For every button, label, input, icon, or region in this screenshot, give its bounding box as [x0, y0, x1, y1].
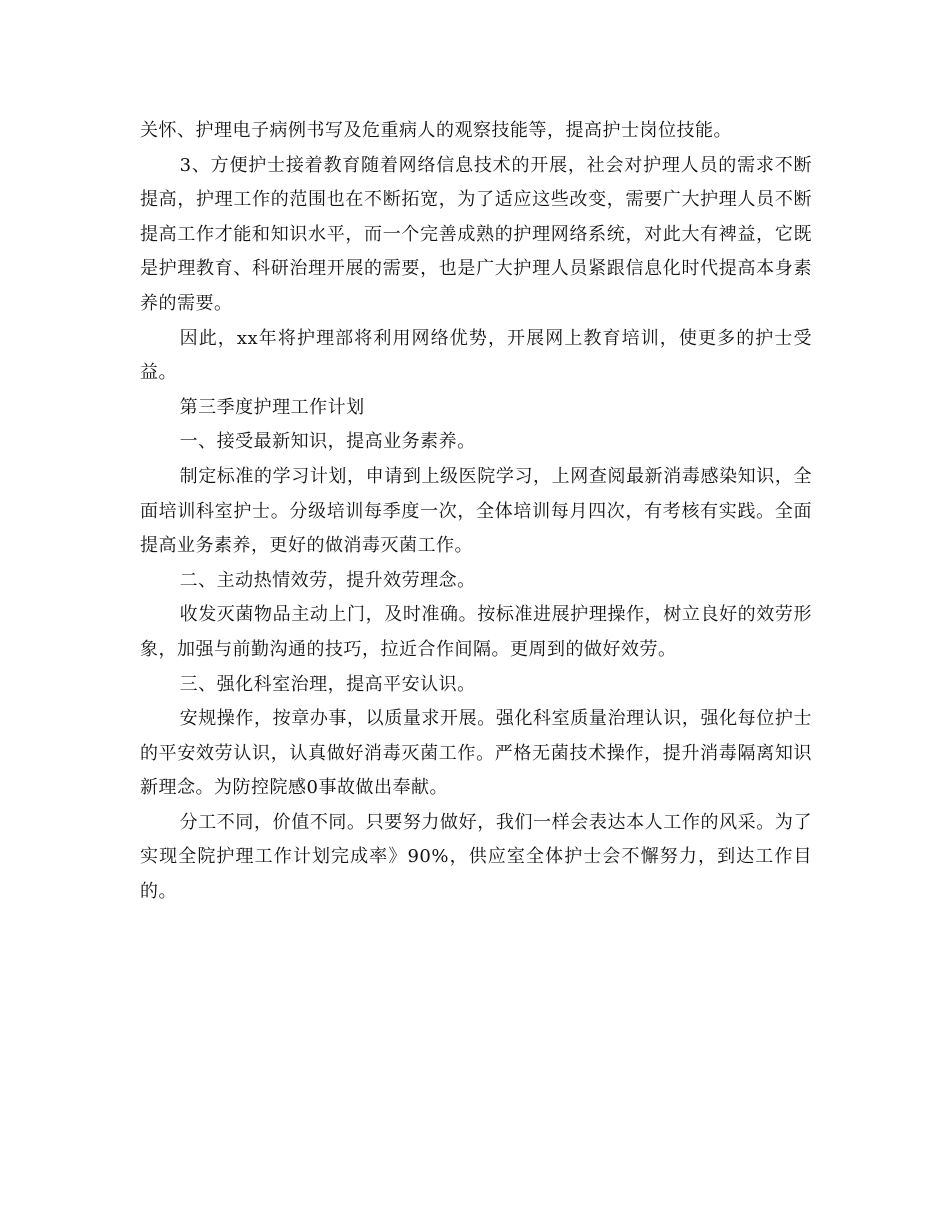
paragraph-item-3-online-education: 3、方便护士接着教育随着网络信息技术的开展，社会对护理人员的需求不断提高，护理工作的范围也在不断拓宽，为了适应这些改变，需要广大护理人员不断提高工作才能和知识水平，而一个完善成熟的护理网络系统，对此大有裨益，它既是护理教育、科研治理开展的需要，也是广大护理人员紧跟信息化时代提高本身素养的需要。 [140, 154, 812, 314]
paragraph-continuation: 关怀、护理电子病例书写及危重病人的观察技能等，提高护士岗位技能。 [140, 120, 732, 141]
subheading-2: 二、主动热情效劳，提升效劳理念。 [179, 569, 476, 591]
subheading-3: 三、强化科室治理，提高平安认识。 [179, 673, 476, 695]
document-body [140, 114, 812, 910]
paragraph-training-plan: 制定标准的学习计划，申请到上级医院学习，上网查阅最新消毒感染知识，全面培训科室护士。分级培训每季度一次，全体培训每月四次，有考核有实践。全面提高业务素养，更好的做消毒灭菌工作。 [140, 465, 812, 557]
section-heading-q3-plan: 第三季度护理工作计划 [179, 396, 365, 418]
paragraph-safety: 安规操作，按章办事，以质量求开展。强化科室质量治理认识，强化每位护士的平安效劳认识，认真做好消毒灭菌工作。严格无菌技术操作，提升消毒隔离知识新理念。为防控院感0事故做出奉献。 [140, 708, 812, 799]
paragraph-service: 收发灭菌物品主动上门，及时准确。按标准进展护理操作，树立良好的效劳形象，加强与前勤沟通的技巧，拉近合作间隔。更周到的做好效劳。 [140, 604, 812, 660]
paragraph-closing: 分工不同，价值不同。只要努力做好，我们一样会表达本人工作的风采。为了实现全院护理工作计划完成率》90%，供应室全体护士会不懈努力，到达工作目的。 [140, 811, 812, 903]
subheading-1: 一、接受最新知识，提高业务素养。 [179, 431, 476, 453]
paragraph-conclusion-online-training: 因此，xx年将护理部将利用网络优势，开展网上教育培训，使更多的护士受益。 [140, 327, 812, 384]
